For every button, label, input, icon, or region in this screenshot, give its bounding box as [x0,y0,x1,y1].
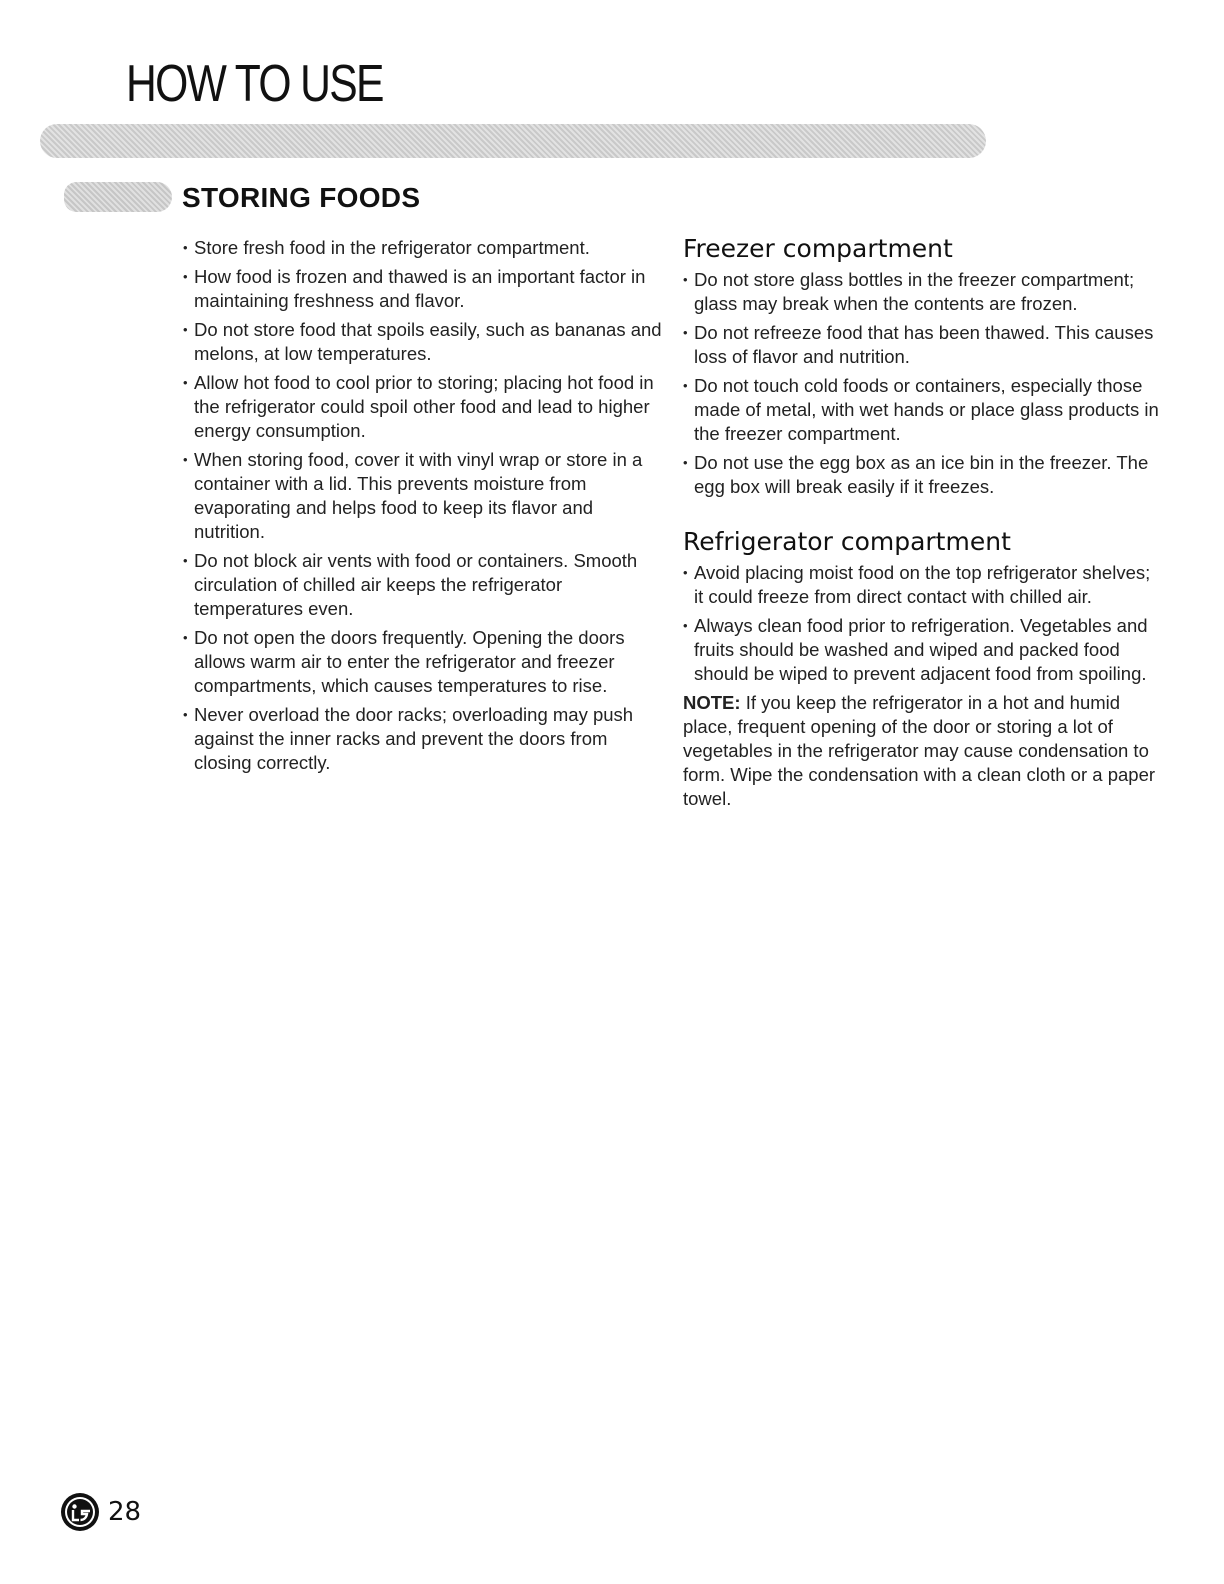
list-item: • How food is frozen and thawed is an important factor in maintaining freshness and flavor. [183,265,663,313]
list-item: • Do not store food that spoils easily, such as bananas and melons, at low temperatures. [183,318,663,366]
note-label: NOTE: [683,692,741,713]
storing-tips-list [183,236,663,775]
list-item: • Allow hot food to cool prior to storing; placing hot food in the refrigerator could spoil other food and lead to higher energy consumption. [183,371,663,443]
right-column [683,234,1163,811]
lg-logo-icon [60,1492,100,1532]
list-item: • When storing food, cover it with vinyl wrap or store in a container with a lid. This prevents moisture from evaporating and helps food to keep its flavor and nutrition. [183,448,663,544]
list-item: • Store fresh food in the refrigerator compartment. [183,236,663,260]
freezer-heading: Freezer compartment [683,234,953,263]
list-item: • Never overload the door racks; overloading may push against the inner racks and prevent the doors from closing correctly. [183,703,663,775]
note-text: If you keep the refrigerator in a hot and humid place, frequent opening of the door or storing a lot of vegetables in the refrigerator may cause condensation to form. Wipe the condensation with a clean cloth or a paper towel. [683,692,1156,809]
list-item: • Avoid placing moist food on the top refrigerator shelves; it could freeze from direct contact with chilled air. [683,561,1163,609]
refrigerator-list [683,561,1163,686]
page-number: 28 [108,1497,142,1527]
page-title: HOW TO USE [126,55,383,113]
list-item: • Do not open the doors frequently. Opening the doors allows warm air to enter the refrigerator and freezer compartments, which causes temperatures to rise. [183,626,663,698]
list-item: • Do not touch cold foods or containers, especially those made of metal, with wet hands or place glass products in the freezer compartment. [683,374,1163,446]
title-decorative-bar [40,124,986,158]
left-column [183,236,663,780]
freezer-list [683,268,1163,499]
list-item: • Always clean food prior to refrigeration. Vegetables and fruits should be washed and wiped and packed food should be wiped to prevent adjacent food from spoiling. [683,614,1163,686]
list-item: • Do not store glass bottles in the freezer compartment; glass may break when the contents are frozen. [683,268,1163,316]
refrigerator-heading: Refrigerator compartment [683,527,1011,556]
note-paragraph [683,691,1163,811]
page-footer [60,1492,141,1532]
list-item: • Do not use the egg box as an ice bin in the freezer. The egg box will break easily if it freezes. [683,451,1163,499]
list-item: • Do not block air vents with food or containers. Smooth circulation of chilled air keeps the refrigerator temperatures even. [183,549,663,621]
section-marker-pill [64,182,172,212]
section-title: STORING FOODS [182,182,421,213]
list-item: • Do not refreeze food that has been thawed. This causes loss of flavor and nutrition. [683,321,1163,369]
